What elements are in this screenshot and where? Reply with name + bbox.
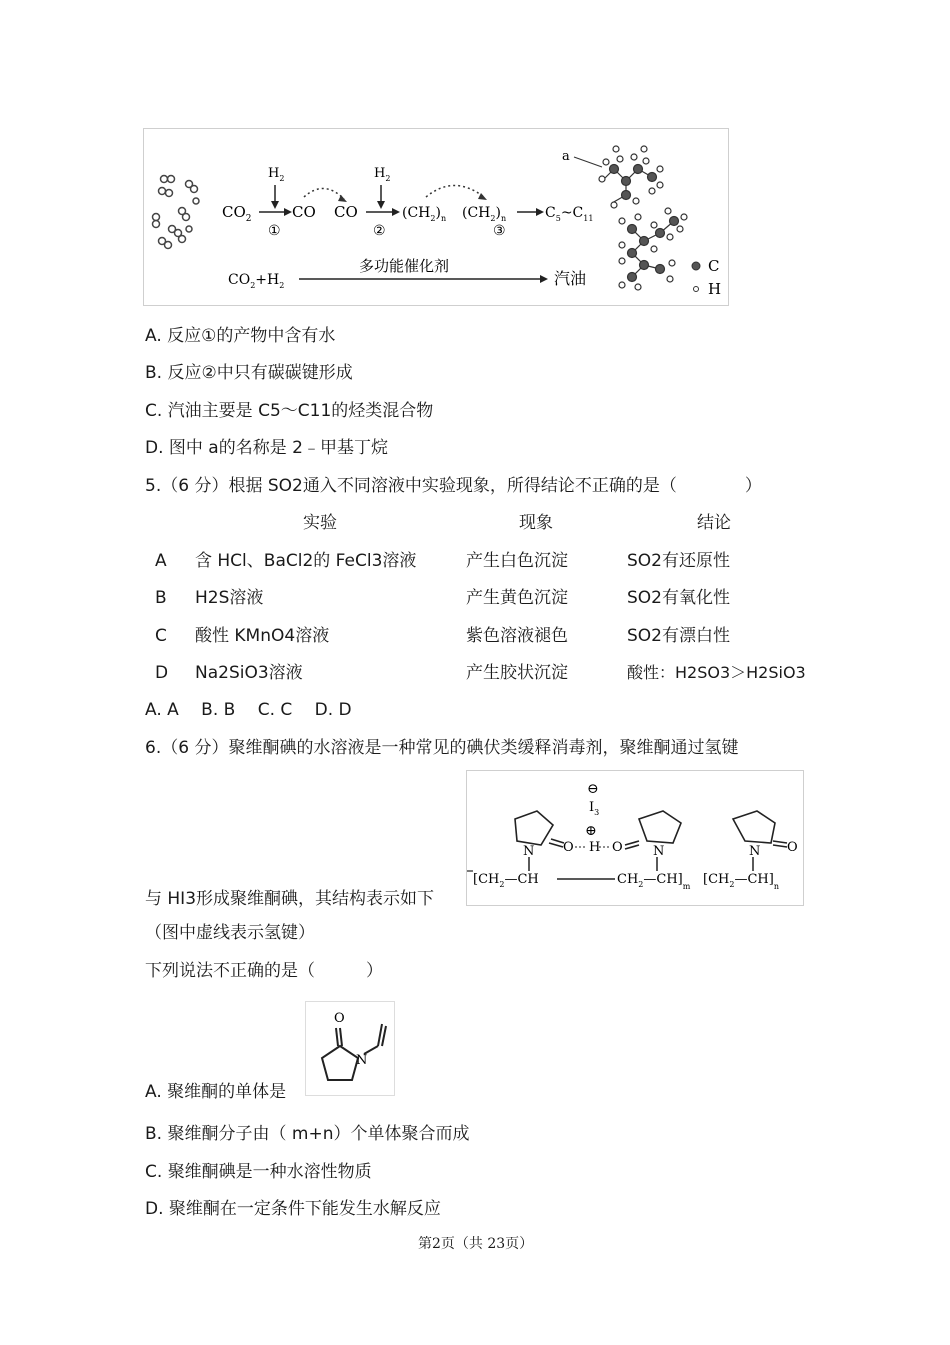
o-atom-1: O <box>563 840 574 855</box>
reaction-scheme-figure <box>143 128 729 306</box>
label-a: a <box>562 149 570 164</box>
q5-row-experiment: Na2SiO3溶液 <box>195 663 303 683</box>
legend-h-label: H <box>708 280 722 298</box>
q5-row-phenomenon: 产生白色沉淀 <box>466 551 568 571</box>
q4-option-d: D. 图中 a的名称是 2﹣甲基丁烷 <box>145 438 388 458</box>
co2-molecules-cluster <box>153 176 200 249</box>
molecule-chain-model <box>619 208 687 290</box>
q5-row-key: A <box>155 551 167 571</box>
h2-label-1: $H_2$ <box>268 166 285 183</box>
chain-segment-3: $[CH_2—CH]_n$ <box>703 872 779 891</box>
q4-option-c: C. 汽油主要是 C5～C11的烃类混合物 <box>145 401 434 421</box>
step-2-label: ② <box>373 223 386 239</box>
q5-row-conclusion: 酸性：H2SO3＞H2SiO3 <box>627 663 806 682</box>
q5-row-conclusion: SO2有氧化性 <box>627 588 730 608</box>
minus-charge: ⊖ <box>587 781 599 797</box>
q5-row-experiment: H2S溶液 <box>195 588 264 608</box>
reaction-scheme-svg <box>144 129 728 305</box>
q5-row-experiment: 含 HCl、BaCl2的 FeCl3溶液 <box>195 551 417 571</box>
gasoline-label: 汽油 <box>554 269 587 288</box>
q5-row-phenomenon: 紫色溶液褪色 <box>466 626 568 646</box>
monomer-svg <box>306 1002 394 1095</box>
n-atom-3: N <box>749 844 761 859</box>
ch2n-label-1: $(CH_2)_n$ <box>402 205 447 223</box>
povidone-iodine-svg <box>467 771 803 905</box>
ch2n-label-2: $(CH_2)_n$ <box>462 205 507 223</box>
legend-h-icon <box>694 287 699 292</box>
pyrrolidone-ring-3 <box>733 811 787 847</box>
chain-segment-1: [$CH_2—CH$ <box>473 872 539 889</box>
co-label-2: CO <box>334 203 358 221</box>
q5-row-conclusion: SO2有漂白性 <box>627 626 730 646</box>
n-atom-1: N <box>523 844 535 859</box>
q5-answer-choices: A. A B. B C. C D. D <box>145 700 352 720</box>
q6-ask: 下列说法不正确的是（ ） <box>145 961 383 981</box>
q6-continuation-1: 与 HI3形成聚维酮碘，其结构表示如下 <box>145 889 435 909</box>
q6-option-d: D. 聚维酮在一定条件下能发生水解反应 <box>145 1199 441 1219</box>
h-atom: H <box>589 840 601 855</box>
step-1-label: ① <box>268 223 281 239</box>
q6-continuation-2: （图中虚线表示氢键） <box>145 923 315 943</box>
c5-c11-label: $C_5\sim C_{11}$ <box>545 205 594 223</box>
o-atom-3: O <box>787 840 798 855</box>
monomer-structure-figure <box>305 1001 395 1096</box>
molecule-a-model <box>599 146 663 208</box>
co-label-1: CO <box>292 203 316 221</box>
q4-option-a: A. 反应①的产物中含有水 <box>145 326 336 346</box>
q5-header-conclusion: 结论 <box>697 513 731 533</box>
plus-charge: ⊕ <box>585 823 597 839</box>
co2-h2-label: $CO_2+H_2$ <box>228 272 285 290</box>
h2-label-2: $H_2$ <box>374 166 391 183</box>
q5-row-key: D <box>155 663 169 683</box>
q6-option-c: C. 聚维酮碘是一种水溶性物质 <box>145 1162 372 1182</box>
n-atom-2: N <box>653 844 665 859</box>
q5-row-conclusion: SO2有还原性 <box>627 551 730 571</box>
step-3-label: ③ <box>493 223 506 239</box>
i3-label: $I_3$ <box>589 800 600 817</box>
q6-stem: 6.（6 分）聚维酮碘的水溶液是一种常见的碘伏类缓释消毒剂，聚维酮通过氢键 <box>145 738 739 758</box>
q5-stem: 5.（6 分）根据 SO2通入不同溶液中实验现象，所得结论不正确的是（ ） <box>145 476 762 496</box>
chain-segment-2: $CH_2—CH]_m$ <box>617 872 691 891</box>
q6-option-b: B. 聚维酮分子由（ m+n）个单体聚合而成 <box>145 1124 470 1144</box>
legend-c-label: C <box>708 257 720 275</box>
legend-c-icon <box>692 262 700 270</box>
monomer-o-atom: O <box>334 1011 345 1026</box>
page-footer: 第2页（共 23页） <box>418 1236 534 1252</box>
dotted-arrow-1 <box>304 188 344 199</box>
o-atom-2: O <box>612 840 623 855</box>
pyrrolidone-ring-1 <box>515 811 564 847</box>
q5-row-experiment: 酸性 KMnO4溶液 <box>195 626 330 646</box>
q5-header-experiment: 实验 <box>303 513 337 533</box>
q5-header-phenomenon: 现象 <box>519 513 553 533</box>
q5-row-phenomenon: 产生胶状沉淀 <box>466 663 568 683</box>
co2-label: $CO_2$ <box>222 203 252 224</box>
dotted-arrow-2 <box>426 186 484 198</box>
povidone-iodine-structure-figure <box>466 770 804 906</box>
q6-option-a: A. 聚维酮的单体是 <box>145 1082 287 1102</box>
q5-row-key: B <box>155 588 167 608</box>
q5-row-phenomenon: 产生黄色沉淀 <box>466 588 568 608</box>
q4-option-b: B. 反应②中只有碳碳键形成 <box>145 363 353 383</box>
catalyst-label: 多功能催化剂 <box>359 257 450 275</box>
monomer-n-atom: N <box>356 1053 368 1068</box>
q5-row-key: C <box>155 626 167 646</box>
